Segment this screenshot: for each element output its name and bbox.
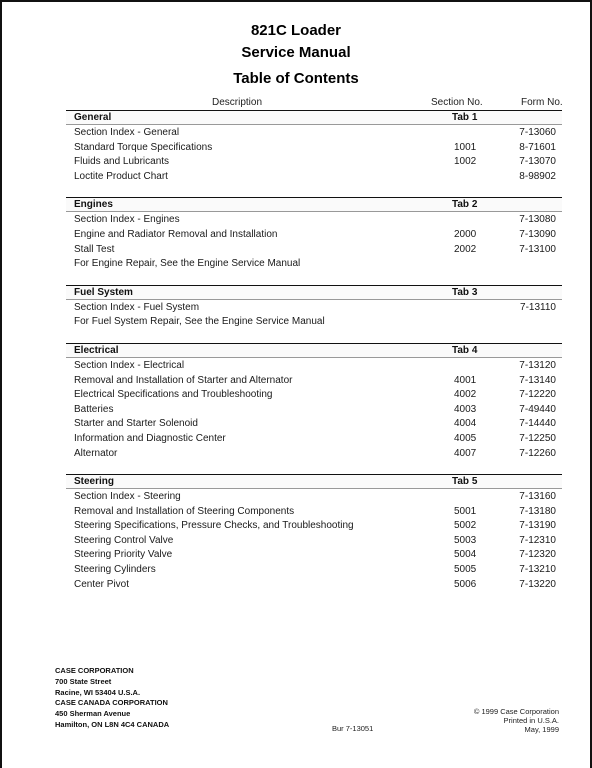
entry-section-no: 4003 <box>454 403 477 415</box>
entry-section-no: 5005 <box>454 564 477 576</box>
entry-form-no: 7-13190 <box>519 520 556 532</box>
toc-section <box>66 343 562 460</box>
entry-description: Section Index - Steering <box>74 491 181 503</box>
toc-entry <box>66 402 562 417</box>
section-tab: Tab 5 <box>452 476 478 488</box>
entry-form-no: 7-12220 <box>519 389 556 401</box>
entry-form-no: 7-13060 <box>519 127 556 138</box>
entry-form-no: 7-13210 <box>519 564 556 576</box>
section-name: Steering <box>74 476 115 488</box>
section-tab: Tab 3 <box>452 286 478 298</box>
canada-company-address <box>55 697 169 730</box>
section-tab: Tab 4 <box>452 344 478 356</box>
canada-address-line2: Hamilton, ON L8N 4C4 CANADA <box>55 720 170 729</box>
column-header-section-no: Section No. <box>431 97 483 108</box>
toc-entry <box>66 489 562 504</box>
entry-form-no: 7-12260 <box>519 447 556 459</box>
section-tab: Tab 1 <box>452 112 478 123</box>
entry-section-no: 4004 <box>454 418 477 430</box>
toc-section <box>66 197 562 270</box>
entry-description: Stall Test <box>74 243 115 255</box>
entry-section-no: 1002 <box>454 156 477 168</box>
entry-description: Batteries <box>74 403 114 415</box>
toc-sections <box>66 110 562 591</box>
entry-section-no: 2002 <box>454 243 477 255</box>
entry-section-no: 4001 <box>454 374 477 386</box>
toc-entry <box>66 242 562 257</box>
us-address-line2: Racine, WI 53404 U.S.A. <box>55 688 141 697</box>
toc-entry <box>66 300 562 315</box>
toc-section <box>66 474 562 591</box>
copyright-text: © 1999 Case Corporation <box>473 707 559 716</box>
entry-section-no: 5003 <box>454 534 477 546</box>
entry-section-no: 1001 <box>454 141 477 153</box>
entry-description: Steering Control Valve <box>74 534 174 546</box>
section-name: Fuel System <box>74 286 133 298</box>
entry-form-no: 7-13160 <box>519 491 556 503</box>
column-header-form-no: Form No. <box>521 97 563 108</box>
section-header <box>66 197 562 212</box>
entry-description: For Fuel System Repair, See the Engine Service Manual <box>74 316 325 328</box>
entry-description: Section Index - Engines <box>74 214 180 226</box>
entry-description: Electrical Specifications and Troubleshooting <box>74 389 273 401</box>
entry-description: Section Index - Fuel System <box>74 301 200 313</box>
us-company-address <box>55 665 140 698</box>
entry-description: Alternator <box>74 447 118 459</box>
toc-entry <box>66 125 562 140</box>
section-name: General <box>74 112 112 123</box>
entry-description: Standard Torque Specifications <box>74 141 213 153</box>
toc-entry <box>66 577 562 592</box>
toc-entry <box>66 562 562 577</box>
toc-entry <box>66 314 562 329</box>
entry-form-no: 7-49440 <box>519 403 556 415</box>
section-tab: Tab 2 <box>452 199 478 211</box>
page-border-top <box>0 0 592 2</box>
entry-section-no: 4007 <box>454 447 477 459</box>
entry-section-no: 2000 <box>454 228 477 240</box>
copyright-block <box>474 707 559 734</box>
entry-section-no: 5006 <box>454 578 477 590</box>
entry-form-no: 7-12250 <box>519 432 556 444</box>
entry-description: Steering Specifications, Pressure Checks, and Troubleshooting <box>74 520 354 532</box>
entry-description: Fluids and Lubricants <box>74 156 170 168</box>
canada-company-name: CASE CANADA CORPORATION <box>55 698 168 707</box>
entry-form-no: 7-13220 <box>519 578 556 590</box>
entry-form-no: 8-98902 <box>519 170 556 182</box>
toc-entry <box>66 547 562 562</box>
section-header <box>66 343 562 358</box>
toc-entry <box>66 358 562 373</box>
entry-description: Removal and Installation of Starter and Alternator <box>74 374 293 386</box>
entry-description: Section Index - Electrical <box>74 359 185 371</box>
toc-entry <box>66 387 562 402</box>
entry-description: Loctite Product Chart <box>74 170 168 182</box>
toc-section <box>66 110 562 183</box>
printed-in-text: Printed in U.S.A. <box>503 716 559 725</box>
entry-form-no: 7-13100 <box>519 243 556 255</box>
toc-entry <box>66 154 562 169</box>
toc-entry <box>66 373 562 388</box>
page-border-left <box>0 0 2 768</box>
entry-form-no: 7-13180 <box>519 505 556 517</box>
entry-description: Engine and Radiator Removal and Installation <box>74 228 278 240</box>
document-title: 821C Loader <box>250 22 342 39</box>
toc-entry <box>66 533 562 548</box>
bur-number: Bur 7-13051 <box>332 724 374 733</box>
entry-form-no: 7-12320 <box>519 549 556 561</box>
entry-section-no: 5001 <box>454 505 477 517</box>
toc-entry <box>66 212 562 227</box>
toc-entry <box>66 518 562 533</box>
entry-form-no: 7-13110 <box>520 301 556 313</box>
toc-entry <box>66 169 562 184</box>
entry-description: For Engine Repair, See the Engine Service Manual <box>74 258 301 270</box>
us-address-line1: 700 State Street <box>55 677 112 686</box>
document-subtitle: Service Manual <box>241 44 351 61</box>
entry-section-no: 5004 <box>454 549 477 561</box>
publication-date: May, 1999 <box>524 725 559 734</box>
entry-form-no: 7-14440 <box>519 418 556 430</box>
table-of-contents-heading: Table of Contents <box>233 70 359 87</box>
us-company-name: CASE CORPORATION <box>55 666 134 675</box>
section-name: Engines <box>74 199 113 211</box>
toc-entry <box>66 256 562 271</box>
toc-entry <box>66 416 562 431</box>
entry-description: Steering Cylinders <box>74 564 156 576</box>
entry-section-no: 4005 <box>454 432 477 444</box>
section-name: Electrical <box>74 344 119 356</box>
entry-section-no: 5002 <box>454 520 477 532</box>
entry-description: Starter and Starter Solenoid <box>74 418 198 430</box>
entry-section-no: 4002 <box>454 389 477 401</box>
entry-description: Removal and Installation of Steering Components <box>74 505 295 517</box>
section-header <box>66 110 562 125</box>
toc-entry <box>66 140 562 155</box>
column-header-description: Description <box>212 97 263 108</box>
toc-entry <box>66 227 562 242</box>
entry-description: Center Pivot <box>74 578 130 590</box>
entry-form-no: 7-12310 <box>519 534 556 546</box>
entry-form-no: 7-13080 <box>519 214 556 226</box>
section-header <box>66 474 562 489</box>
entry-description: Steering Priority Valve <box>74 549 173 561</box>
entry-form-no: 8-71601 <box>519 141 556 153</box>
entry-form-no: 7-13140 <box>519 374 556 386</box>
toc-entry <box>66 431 562 446</box>
toc-entry <box>66 504 562 519</box>
toc-entry <box>66 446 562 461</box>
entry-description: Section Index - General <box>74 127 180 138</box>
entry-form-no: 7-13120 <box>519 359 556 371</box>
canada-address-line1: 450 Sherman Avenue <box>55 709 131 718</box>
entry-description: Information and Diagnostic Center <box>74 432 226 444</box>
section-header <box>66 285 562 300</box>
entry-form-no: 7-13090 <box>519 228 556 240</box>
entry-form-no: 7-13070 <box>519 156 556 168</box>
toc-section <box>66 285 562 329</box>
